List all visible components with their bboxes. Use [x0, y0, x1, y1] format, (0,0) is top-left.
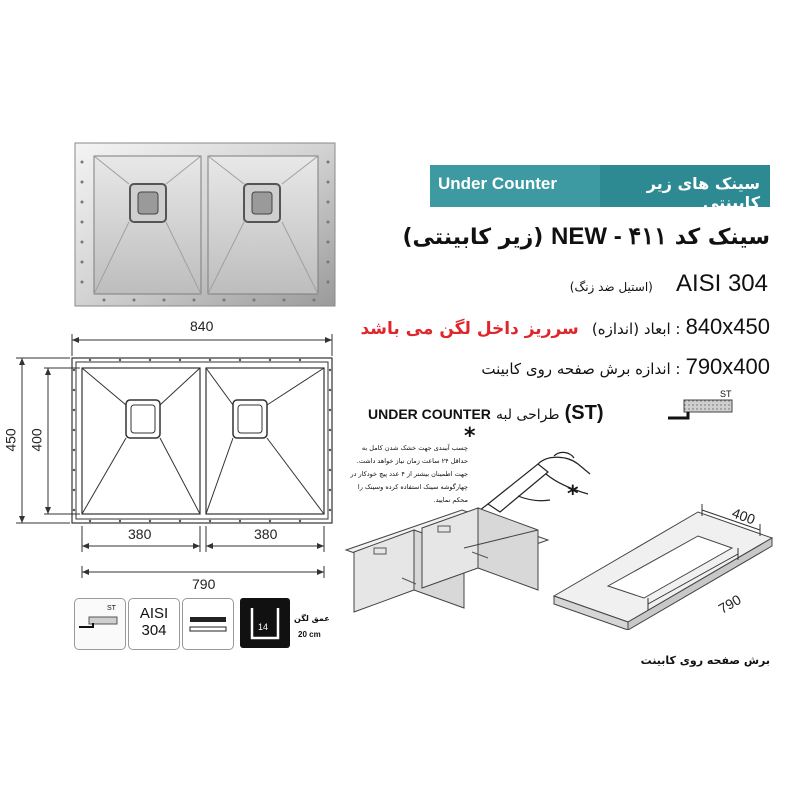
dim-bowl-left: 380 — [128, 526, 152, 542]
countertop-drawing — [548, 500, 780, 630]
dim-cutout-width: 790 — [192, 576, 216, 592]
plan-drawing — [0, 310, 345, 595]
counter-dim-790: 790 — [715, 591, 744, 617]
material-fa: (استیل ضد زنگ) — [569, 280, 653, 294]
edge-thickness-icon — [182, 598, 234, 650]
edge-label-fa: طراحی لبه — [495, 407, 560, 423]
dim-inner-height: 400 — [28, 428, 45, 452]
banner-title-en: Under Counter — [438, 174, 557, 193]
depth-value: 20 cm — [298, 630, 321, 639]
product-title-prefix: سینک کد — [674, 225, 770, 250]
depth-icon-text: 14 — [258, 622, 269, 632]
counter-dim-400: 400 — [729, 504, 758, 528]
cutout-value: 790x400 — [685, 354, 770, 379]
depth-icon — [240, 598, 290, 648]
dim-bowl-right: 380 — [254, 526, 278, 542]
banner-left — [430, 165, 600, 207]
dim-overall-width: 840 — [190, 318, 214, 334]
product-code: NEW - ۴۱۱ — [551, 223, 668, 250]
product-title — [402, 222, 770, 251]
install-note — [344, 442, 468, 507]
note-star: * — [464, 424, 476, 449]
aisi-icon-bottom: 304 — [141, 622, 167, 639]
aisi-icon — [128, 598, 180, 650]
product-title-suffix: (زیر کابینتی) — [402, 225, 544, 250]
dim-overall-height: 450 — [2, 428, 19, 452]
edge-label-en: UNDER COUNTER — [368, 406, 491, 422]
edge-profile-icon — [668, 389, 738, 426]
material-value: AISI 304 — [675, 270, 768, 297]
banner-right — [600, 165, 770, 212]
material-line — [570, 270, 768, 298]
counter-caption: برش صفحه روی کابینت — [640, 654, 770, 667]
cutout-line — [481, 354, 770, 380]
category-banner — [430, 165, 770, 212]
st-edge-icon-label: ST — [107, 605, 116, 612]
st-edge-icon — [74, 598, 126, 650]
sink-photo — [74, 142, 336, 307]
install-note-text: چسب آببندی جهت خشک شدن کامل به حداقل ۲۴ ساعت زمان نیاز خواهد داشت. جهت اطمینان بیشتر از ۴ عدد پیچ خودکار در چهارگوشه سینک استفاده کرده وسینک را محکم نمایید. — [350, 444, 468, 504]
edge-design-line — [368, 402, 604, 425]
sink-isometric — [342, 500, 554, 630]
edge-icon-st: ST — [720, 389, 732, 399]
aisi-icon-top: AISI — [139, 605, 169, 622]
size-value: 840x450 — [685, 314, 770, 339]
size-line — [360, 314, 770, 340]
size-label: : ابعاد (اندازه) — [591, 320, 681, 338]
edge-code: (ST) — [564, 402, 604, 424]
overflow-note: سرریز داخل لگن می باشد — [360, 319, 579, 339]
note-star-2: * — [567, 482, 579, 507]
cutout-label: : اندازه برش صفحه روی کابینت — [481, 360, 681, 378]
depth-label: عمق لگن — [294, 614, 330, 623]
banner-title-fa: سینک های زیر کابینتی — [646, 174, 760, 212]
